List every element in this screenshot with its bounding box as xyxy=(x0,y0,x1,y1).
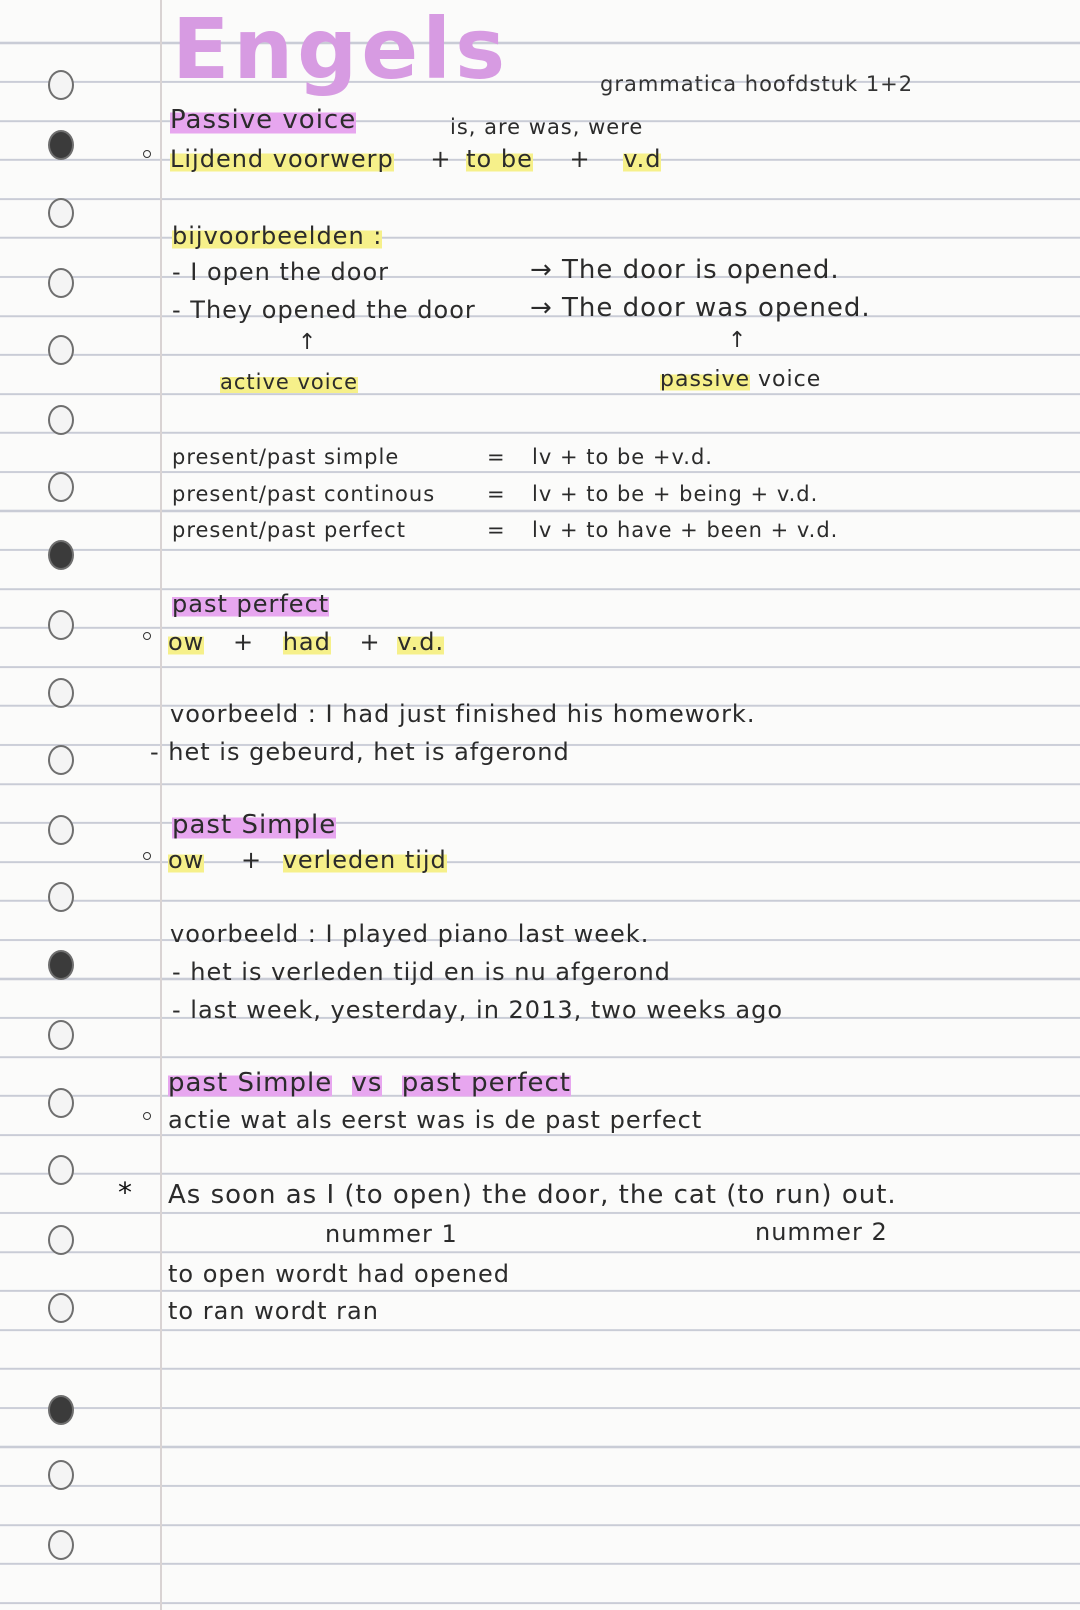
past-simple-heading: past Simple xyxy=(172,810,337,840)
formula-plus: + xyxy=(569,145,591,173)
ring-hole-icon xyxy=(48,540,74,570)
passive-word: passive xyxy=(660,367,751,392)
past-simple-note-1: - het is verleden tijd en is nu afgerond xyxy=(172,958,671,986)
ring-hole-icon xyxy=(48,405,74,435)
exercise-answer-2: to ran wordt ran xyxy=(168,1297,379,1325)
ring-hole-icon xyxy=(48,882,74,912)
past-simple-example: voorbeeld : I played piano last week. xyxy=(170,920,650,948)
comparison-heading xyxy=(168,1068,571,1098)
ring-hole-icon xyxy=(48,70,74,100)
ring-hole-icon xyxy=(48,1395,74,1425)
ring-hole-icon xyxy=(48,198,74,228)
example-active-2: - They opened the door xyxy=(172,296,476,324)
comparison-term-a: past Simple xyxy=(168,1068,333,1098)
past-perfect-formula xyxy=(168,628,444,656)
bullet-icon xyxy=(143,632,151,640)
ring-hole-icon xyxy=(48,1530,74,1560)
tense-eq: = xyxy=(487,518,506,542)
comparison-note: actie wat als eerst was is de past perfect xyxy=(168,1106,703,1134)
formula-term: to be xyxy=(466,145,533,173)
ring-hole-icon xyxy=(48,950,74,980)
ring-hole-icon xyxy=(48,745,74,775)
passive-formula xyxy=(170,145,661,173)
formula-term: had xyxy=(282,628,331,656)
past-perfect-heading: past perfect xyxy=(172,590,330,618)
formula-plus: + xyxy=(240,846,263,874)
active-voice-label: active voice xyxy=(220,370,359,394)
example-passive-1: → The door is opened. xyxy=(530,255,840,285)
bullet-icon xyxy=(143,1112,151,1120)
tense-eq: = xyxy=(487,482,506,506)
comparison-vs: vs xyxy=(351,1068,383,1098)
tense-name: present/past continous xyxy=(172,482,436,506)
passive-voice-label: passive voice xyxy=(660,367,822,392)
formula-term: verleden tijd xyxy=(282,846,447,874)
examples-label: bijvoorbeelden : xyxy=(172,222,383,250)
tense-name: present/past simple xyxy=(172,445,400,469)
tense-formula: lv + to be + being + v.d. xyxy=(532,482,819,506)
formula-term: ow xyxy=(168,846,205,874)
past-perfect-note: - het is gebeurd, het is afgerond xyxy=(150,738,570,766)
tense-name: present/past perfect xyxy=(172,518,406,542)
formula-term: ow xyxy=(168,628,205,656)
comparison-term-b: past perfect xyxy=(401,1068,571,1098)
ring-hole-icon xyxy=(48,1293,74,1323)
ring-hole-icon xyxy=(48,130,74,160)
formula-term: v.d xyxy=(623,145,662,173)
exercise-answer-1: to open wordt had opened xyxy=(168,1260,510,1288)
star-icon: * xyxy=(118,1176,132,1209)
arrow-up-icon: ↑ xyxy=(298,330,317,355)
ring-hole-icon xyxy=(48,815,74,845)
tense-eq: = xyxy=(487,445,506,469)
ring-hole-icon xyxy=(48,1225,74,1255)
example-passive-2: → The door was opened. xyxy=(530,293,871,323)
ring-hole-icon xyxy=(48,472,74,502)
bullet-icon xyxy=(143,150,151,158)
formula-plus: + xyxy=(232,628,255,656)
ring-hole-icon xyxy=(48,1020,74,1050)
exercise-sentence: As soon as I (to open) the door, the cat (to run) out. xyxy=(168,1180,897,1210)
label-number-1: nummer 1 xyxy=(325,1220,458,1248)
formula-plus: + xyxy=(359,628,381,656)
past-simple-note-2: - last week, yesterday, in 2013, two weeks ago xyxy=(172,996,784,1024)
past-simple-formula xyxy=(168,846,447,874)
ring-hole-icon xyxy=(48,335,74,365)
tense-formula: lv + to have + been + v.d. xyxy=(532,518,839,542)
ring-hole-icon xyxy=(48,268,74,298)
passive-forms: is, are was, were xyxy=(450,115,644,139)
page-title: Engels xyxy=(172,0,510,98)
label-number-2: nummer 2 xyxy=(755,1218,888,1246)
bullet-icon xyxy=(143,852,151,860)
formula-term: Lijdend voorwerp xyxy=(170,145,394,173)
ring-hole-icon xyxy=(48,1460,74,1490)
subtitle: grammatica hoofdstuk 1+2 xyxy=(600,72,914,96)
formula-term: v.d. xyxy=(397,628,445,656)
example-active-1: - I open the door xyxy=(172,258,390,286)
past-perfect-example: voorbeeld : I had just finished his homework. xyxy=(170,700,756,728)
ring-hole-icon xyxy=(48,1088,74,1118)
margin-line xyxy=(160,0,162,1610)
ring-hole-icon xyxy=(48,678,74,708)
spiral-binding xyxy=(0,0,90,1610)
arrow-up-icon: ↑ xyxy=(728,328,747,353)
passive-voice-heading: Passive voice xyxy=(170,105,357,135)
tense-formula: lv + to be +v.d. xyxy=(532,445,713,469)
ring-hole-icon xyxy=(48,1155,74,1185)
ring-hole-icon xyxy=(48,610,74,640)
formula-plus: + xyxy=(430,145,452,173)
